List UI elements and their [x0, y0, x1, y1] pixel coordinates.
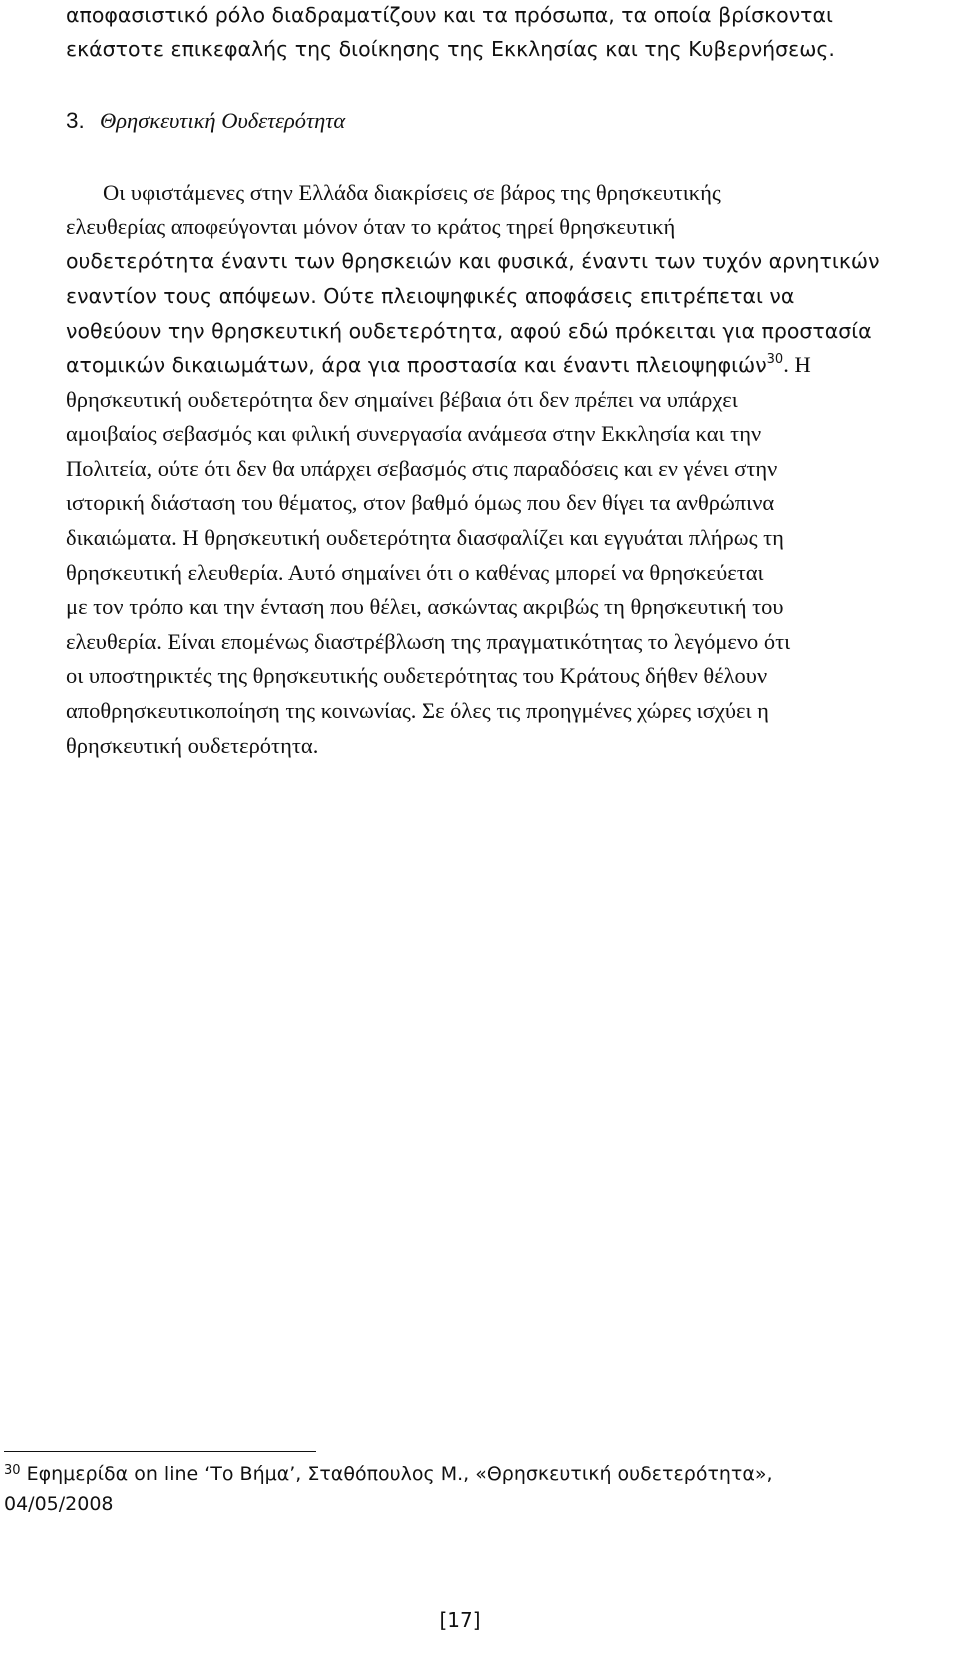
text-line: αποθρησκευτικοποίηση της κοινωνίας. Σε όλες τις προηγμένες χώρες ισχύει η — [66, 698, 769, 723]
footnote-reference: 30 — [766, 352, 784, 367]
text-line: θρησκευτική ελευθερία. Αυτό σημαίνει ότι ο καθένας μπορεί να θρησκεύεται — [66, 560, 764, 585]
footnote — [4, 1460, 773, 1488]
text-line: Οι υφιστάμενες στην Ελλάδα διακρίσεις σε βάρος της θρησκευτικής — [103, 180, 721, 205]
text-line: ελευθερία. Είναι επομένως διαστρέβλωση της πραγματικότητας το λεγόμενο ότι — [66, 629, 791, 654]
footnote-separator — [4, 1451, 316, 1452]
text-line: δικαιώματα. Η θρησκευτική ουδετερότητα διασφαλίζει και εγγυάται πλήρως τη — [66, 525, 784, 550]
text-line — [66, 350, 811, 380]
footnote-mark: 30 — [4, 1463, 21, 1478]
text-line: αποφασιστικό ρόλο διαδραματίζουν και τα πρόσωπα, τα οποία βρίσκονται — [66, 3, 833, 27]
page-number — [0, 1608, 960, 1632]
text-segment: ατομικών δικαιωμάτων, άρα για προστασία και έναντι πλειοψηφιών — [66, 353, 767, 377]
text-line: αμοιβαίος σεβασμός και φιλική συνεργασία ανάμεσα στην Εκκλησία και την — [66, 421, 762, 446]
footnote-text: Εφημερίδα on line ‘Το Βήμα’, Σταθόπουλος Μ., «Θρησκευτική ουδετερότητα», — [20, 1463, 773, 1485]
text-line: οι υποστηρικτές της θρησκευτικής ουδετερότητας του Κράτους δήθεν θέλουν — [66, 663, 768, 688]
text-line: θρησκευτική ουδετερότητα. — [66, 733, 319, 758]
page-number-text: [17] — [439, 1608, 481, 1632]
text-line: εναντίον τους απόψεων. Ούτε πλειοψηφικές αποφάσεις επιτρέπεται να — [66, 284, 795, 308]
text-line: ουδετερότητα έναντι των θρησκειών και φυσικά, έναντι των τυχόν αρνητικών — [66, 249, 880, 273]
footnote-continuation: 04/05/2008 — [4, 1493, 114, 1515]
section-title: Θρησκευτική Ουδετερότητα — [100, 108, 346, 133]
text-line: ιστορική διάσταση του θέματος, στον βαθμό όμως που δεν θίγει τα ανθρώπινα — [66, 490, 775, 515]
text-line: εκάστοτε επικεφαλής της διοίκησης της Εκκλησίας και της Κυβερνήσεως. — [66, 37, 835, 61]
text-line: Πολιτεία, ούτε ότι δεν θα υπάρχει σεβασμός στις παραδόσεις και εν γένει στην — [66, 456, 778, 481]
section-heading — [66, 108, 345, 134]
text-line: νοθεύουν την θρησκευτική ουδετερότητα, αφού εδώ πρόκειται για προστασία — [66, 319, 872, 343]
section-number: 3. — [66, 108, 85, 133]
text-line: θρησκευτική ουδετερότητα δεν σημαίνει βέβαια ότι δεν πρέπει να υπάρχει — [66, 387, 738, 412]
text-line: ελευθερίας αποφεύγονται μόνον όταν το κράτος τηρεί θρησκευτική — [66, 214, 676, 239]
text-line: με τον τρόπο και την ένταση που θέλει, ασκώντας ακριβώς τη θρησκευτική του — [66, 594, 784, 619]
text-segment: . Η — [783, 352, 811, 377]
